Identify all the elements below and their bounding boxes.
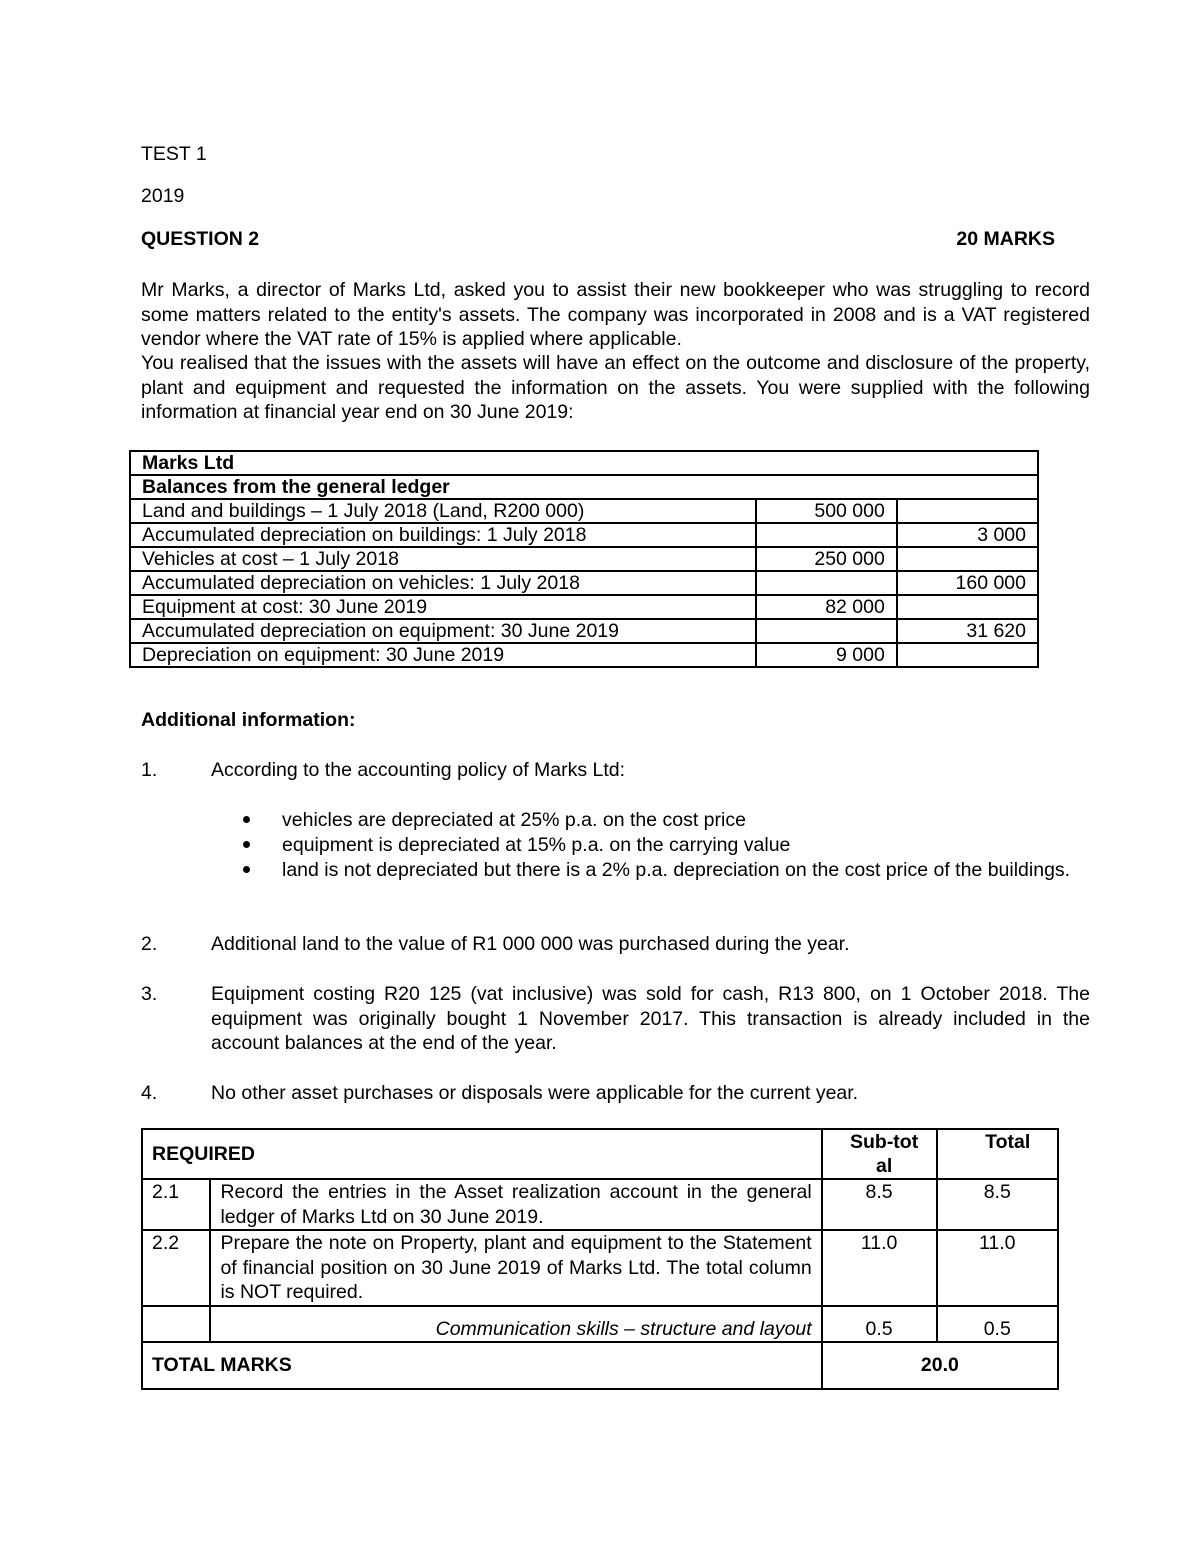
ledger-label: Accumulated depreciation on equipment: 30 June 2019 <box>130 619 756 643</box>
list-item: Additional land to the value of R1 000 000 was purchased during the year. <box>211 933 850 955</box>
ledger-debit <box>756 619 897 643</box>
required-total: 11.0 <box>937 1230 1059 1306</box>
bullet-icon <box>243 816 253 826</box>
required-text: Prepare the note on Property, plant and equipment to the Statement of financial position on 30 June 2019 of Marks Ltd. The total column is NOT required. <box>210 1230 821 1306</box>
required-total: 8.5 <box>937 1179 1059 1230</box>
list-number: 3. <box>141 983 158 1005</box>
ledger-debit <box>756 571 897 595</box>
subtotal-header: Sub-total <box>822 1129 937 1179</box>
list-item: Equipment costing R20 125 (vat inclusive) was sold for cash, R13 800, on 1 October 2018. The equipment was originally bought 1 November 2017. This transaction is already included in the account balances at the end of the year. <box>211 983 1090 1054</box>
bullet-item: vehicles are depreciated at 25% p.a. on the cost price <box>282 809 746 831</box>
ledger-subtitle-row <box>130 475 1038 499</box>
total-row <box>142 1342 1058 1389</box>
required-number: 2.2 <box>142 1230 210 1306</box>
intro-paragraph-1: Mr Marks, a director of Marks Ltd, asked you to assist their new bookkeeper who was struggling to record some matters related to the entity's assets. The company was incorporated in 2008 and is a VAT registered vendor where the VAT rate of 15% is applied where applicable. <box>141 279 1090 350</box>
bullet-item: land is not depreciated but there is a 2% p.a. depreciation on the cost price of the buildings. <box>282 859 1071 881</box>
ledger-label: Vehicles at cost – 1 July 2018 <box>130 547 756 571</box>
ledger-subtitle: Balances from the general ledger <box>130 475 1038 499</box>
communication-subtotal: 0.5 <box>822 1306 937 1342</box>
table-row <box>142 1230 1058 1306</box>
list-number: 1. <box>141 759 158 781</box>
total-header: Total <box>937 1129 1059 1179</box>
table-row <box>130 643 1038 667</box>
ledger-debit: 250 000 <box>756 547 897 571</box>
table-row <box>130 547 1038 571</box>
ledger-label: Land and buildings – 1 July 2018 (Land, R200 000) <box>130 499 756 523</box>
bullet-icon <box>243 866 253 876</box>
ledger-debit: 500 000 <box>756 499 897 523</box>
ledger-credit <box>897 547 1038 571</box>
table-row <box>130 571 1038 595</box>
ledger-label: Equipment at cost: 30 June 2019 <box>130 595 756 619</box>
required-text: Record the entries in the Asset realization account in the general ledger of Marks Ltd on 30 June 2019. <box>210 1179 821 1230</box>
list-item: No other asset purchases or disposals were applicable for the current year. <box>211 1082 859 1104</box>
additional-heading: Additional information: <box>141 709 356 731</box>
total-marks-value: 20.0 <box>822 1342 1058 1389</box>
intro-paragraph-2: You realised that the issues with the assets will have an effect on the outcome and disclosure of the property, plant and equipment and requested the information on the assets. You were supplied with the following information at financial year end on 30 June 2019: <box>141 352 1090 423</box>
ledger-debit <box>756 523 897 547</box>
question-title: QUESTION 2 <box>141 228 260 250</box>
question-marks: 20 MARKS <box>956 228 1055 250</box>
test-label: TEST 1 <box>141 143 207 165</box>
bullet-icon <box>243 841 253 851</box>
ledger-company: Marks Ltd <box>130 451 1038 475</box>
ledger-table <box>129 450 1039 668</box>
total-marks-label: TOTAL MARKS <box>142 1342 822 1389</box>
ledger-label: Depreciation on equipment: 30 June 2019 <box>130 643 756 667</box>
table-row <box>130 499 1038 523</box>
required-table <box>141 1128 1059 1390</box>
table-row <box>130 619 1038 643</box>
ledger-credit <box>897 499 1038 523</box>
ledger-debit: 82 000 <box>756 595 897 619</box>
list-number: 4. <box>141 1082 158 1104</box>
ledger-label: Accumulated depreciation on buildings: 1 July 2018 <box>130 523 756 547</box>
required-subtotal: 8.5 <box>822 1179 937 1230</box>
communication-total: 0.5 <box>937 1306 1059 1342</box>
list-number: 2. <box>141 933 158 955</box>
required-header-row <box>142 1129 1058 1179</box>
required-subtotal: 11.0 <box>822 1230 937 1306</box>
year-label: 2019 <box>141 185 185 207</box>
required-number: 2.1 <box>142 1179 210 1230</box>
table-row <box>142 1179 1058 1230</box>
required-heading: REQUIRED <box>142 1129 822 1179</box>
table-row <box>130 523 1038 547</box>
communication-skills: Communication skills – structure and layout <box>210 1306 821 1342</box>
ledger-label: Accumulated depreciation on vehicles: 1 July 2018 <box>130 571 756 595</box>
ledger-credit: 3 000 <box>897 523 1038 547</box>
list-item: According to the accounting policy of Marks Ltd: <box>211 759 626 781</box>
ledger-credit <box>897 595 1038 619</box>
ledger-credit: 160 000 <box>897 571 1038 595</box>
table-row <box>130 595 1038 619</box>
table-row <box>142 1306 1058 1342</box>
empty-cell <box>142 1306 210 1342</box>
bullet-item: equipment is depreciated at 15% p.a. on the carrying value <box>282 834 791 856</box>
ledger-company-row <box>130 451 1038 475</box>
ledger-credit <box>897 643 1038 667</box>
ledger-debit: 9 000 <box>756 643 897 667</box>
ledger-credit: 31 620 <box>897 619 1038 643</box>
